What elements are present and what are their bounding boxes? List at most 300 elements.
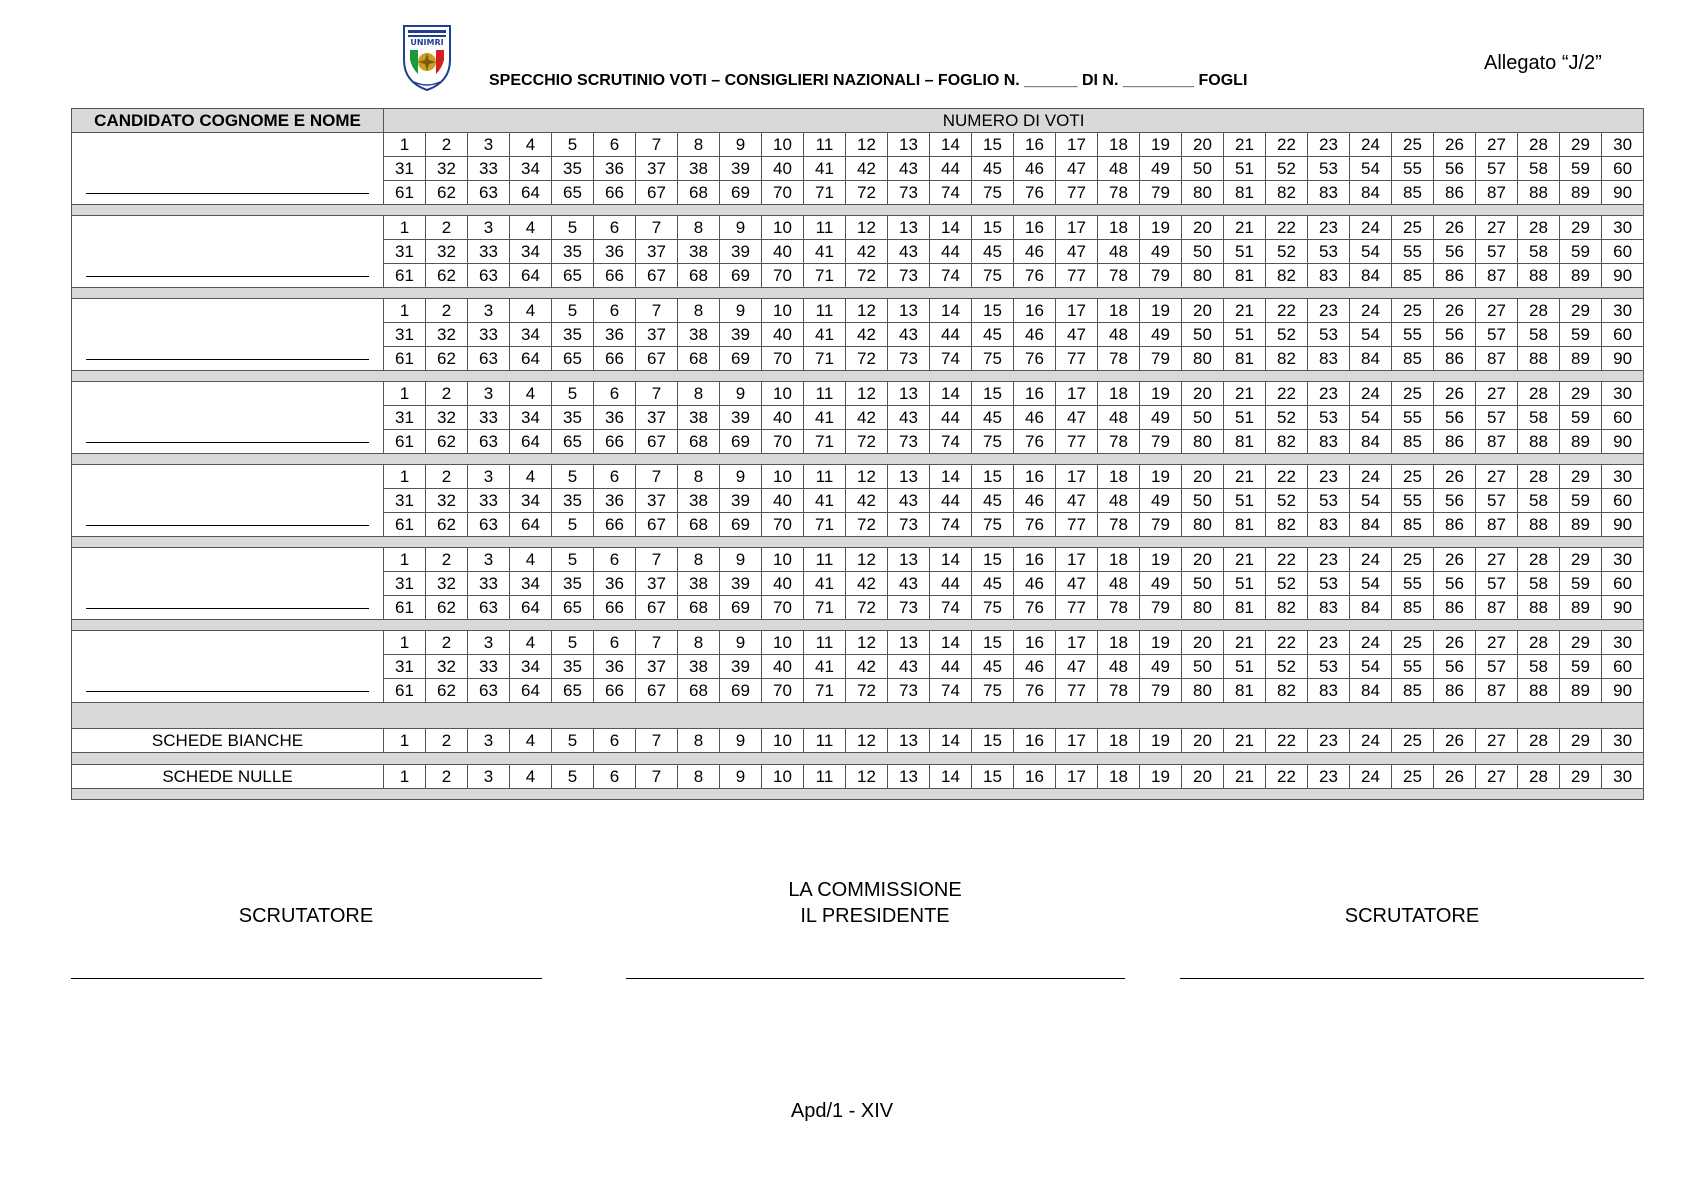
vote-cell[interactable]: 52 — [1266, 655, 1308, 679]
vote-cell[interactable]: 65 — [552, 181, 594, 205]
vote-cell[interactable]: 85 — [1392, 430, 1434, 454]
vote-cell[interactable]: 24 — [1350, 382, 1392, 406]
vote-cell[interactable]: 24 — [1350, 133, 1392, 157]
vote-cell[interactable]: 11 — [804, 299, 846, 323]
vote-cell[interactable]: 24 — [1350, 465, 1392, 489]
vote-cell[interactable]: 5 — [552, 631, 594, 655]
vote-cell[interactable]: 70 — [762, 679, 804, 703]
vote-cell[interactable]: 27 — [1476, 133, 1518, 157]
vote-cell[interactable]: 56 — [1434, 572, 1476, 596]
vote-cell[interactable]: 28 — [1518, 382, 1560, 406]
vote-cell[interactable]: 73 — [888, 513, 930, 537]
vote-cell[interactable]: 25 — [1392, 382, 1434, 406]
vote-cell[interactable]: 79 — [1140, 264, 1182, 288]
vote-cell[interactable]: 15 — [972, 382, 1014, 406]
vote-cell[interactable]: 40 — [762, 323, 804, 347]
vote-cell[interactable]: 66 — [594, 264, 636, 288]
vote-cell[interactable]: 1 — [384, 729, 426, 753]
vote-cell[interactable]: 69 — [720, 679, 762, 703]
vote-cell[interactable]: 42 — [846, 406, 888, 430]
vote-cell[interactable]: 57 — [1476, 655, 1518, 679]
vote-cell[interactable]: 14 — [930, 631, 972, 655]
vote-cell[interactable]: 15 — [972, 133, 1014, 157]
vote-cell[interactable]: 72 — [846, 264, 888, 288]
vote-cell[interactable]: 77 — [1056, 596, 1098, 620]
vote-cell[interactable]: 63 — [468, 181, 510, 205]
vote-cell[interactable]: 67 — [636, 430, 678, 454]
vote-cell[interactable]: 77 — [1056, 181, 1098, 205]
vote-cell[interactable]: 60 — [1602, 406, 1644, 430]
vote-cell[interactable]: 90 — [1602, 596, 1644, 620]
vote-cell[interactable]: 55 — [1392, 240, 1434, 264]
vote-cell[interactable]: 61 — [384, 347, 426, 371]
vote-cell[interactable]: 27 — [1476, 465, 1518, 489]
vote-cell[interactable]: 33 — [468, 489, 510, 513]
vote-cell[interactable]: 60 — [1602, 489, 1644, 513]
vote-cell[interactable]: 78 — [1098, 513, 1140, 537]
vote-cell[interactable]: 68 — [678, 181, 720, 205]
vote-cell[interactable]: 18 — [1098, 631, 1140, 655]
vote-cell[interactable]: 2 — [426, 382, 468, 406]
vote-cell[interactable]: 35 — [552, 323, 594, 347]
vote-cell[interactable]: 18 — [1098, 465, 1140, 489]
vote-cell[interactable]: 80 — [1182, 430, 1224, 454]
vote-cell[interactable]: 74 — [930, 596, 972, 620]
vote-cell[interactable]: 75 — [972, 430, 1014, 454]
vote-cell[interactable]: 31 — [384, 489, 426, 513]
vote-cell[interactable]: 65 — [552, 596, 594, 620]
vote-cell[interactable]: 1 — [384, 382, 426, 406]
vote-cell[interactable]: 5 — [552, 729, 594, 753]
vote-cell[interactable]: 23 — [1308, 299, 1350, 323]
vote-cell[interactable]: 78 — [1098, 596, 1140, 620]
vote-cell[interactable]: 43 — [888, 489, 930, 513]
vote-cell[interactable]: 52 — [1266, 489, 1308, 513]
vote-cell[interactable]: 49 — [1140, 572, 1182, 596]
vote-cell[interactable]: 44 — [930, 157, 972, 181]
vote-cell[interactable]: 57 — [1476, 489, 1518, 513]
vote-cell[interactable]: 8 — [678, 729, 720, 753]
vote-cell[interactable]: 71 — [804, 347, 846, 371]
vote-cell[interactable]: 80 — [1182, 679, 1224, 703]
vote-cell[interactable]: 34 — [510, 406, 552, 430]
vote-cell[interactable]: 46 — [1014, 240, 1056, 264]
vote-cell[interactable]: 81 — [1224, 513, 1266, 537]
vote-cell[interactable]: 16 — [1014, 548, 1056, 572]
vote-cell[interactable]: 68 — [678, 264, 720, 288]
vote-cell[interactable]: 20 — [1182, 631, 1224, 655]
vote-cell[interactable]: 90 — [1602, 181, 1644, 205]
vote-cell[interactable]: 47 — [1056, 572, 1098, 596]
vote-cell[interactable]: 12 — [846, 631, 888, 655]
vote-cell[interactable]: 60 — [1602, 157, 1644, 181]
vote-cell[interactable]: 16 — [1014, 765, 1056, 789]
vote-cell[interactable]: 37 — [636, 406, 678, 430]
vote-cell[interactable]: 29 — [1560, 548, 1602, 572]
vote-cell[interactable]: 14 — [930, 465, 972, 489]
vote-cell[interactable]: 59 — [1560, 489, 1602, 513]
vote-cell[interactable]: 15 — [972, 548, 1014, 572]
vote-cell[interactable]: 25 — [1392, 465, 1434, 489]
vote-cell[interactable]: 80 — [1182, 181, 1224, 205]
vote-cell[interactable]: 13 — [888, 299, 930, 323]
vote-cell[interactable]: 50 — [1182, 240, 1224, 264]
vote-cell[interactable]: 68 — [678, 347, 720, 371]
vote-cell[interactable]: 11 — [804, 729, 846, 753]
vote-cell[interactable]: 27 — [1476, 299, 1518, 323]
vote-cell[interactable]: 60 — [1602, 323, 1644, 347]
vote-cell[interactable]: 34 — [510, 572, 552, 596]
vote-cell[interactable]: 52 — [1266, 406, 1308, 430]
vote-cell[interactable]: 37 — [636, 655, 678, 679]
vote-cell[interactable]: 81 — [1224, 596, 1266, 620]
vote-cell[interactable]: 1 — [384, 133, 426, 157]
vote-cell[interactable]: 51 — [1224, 406, 1266, 430]
vote-cell[interactable]: 63 — [468, 347, 510, 371]
vote-cell[interactable]: 28 — [1518, 299, 1560, 323]
vote-cell[interactable]: 84 — [1350, 264, 1392, 288]
vote-cell[interactable]: 24 — [1350, 631, 1392, 655]
vote-cell[interactable]: 48 — [1098, 489, 1140, 513]
vote-cell[interactable]: 80 — [1182, 347, 1224, 371]
vote-cell[interactable]: 43 — [888, 323, 930, 347]
vote-cell[interactable]: 62 — [426, 596, 468, 620]
vote-cell[interactable]: 78 — [1098, 264, 1140, 288]
vote-cell[interactable]: 59 — [1560, 406, 1602, 430]
vote-cell[interactable]: 15 — [972, 299, 1014, 323]
vote-cell[interactable]: 38 — [678, 655, 720, 679]
vote-cell[interactable]: 16 — [1014, 729, 1056, 753]
vote-cell[interactable]: 14 — [930, 216, 972, 240]
vote-cell[interactable]: 76 — [1014, 264, 1056, 288]
vote-cell[interactable]: 21 — [1224, 382, 1266, 406]
vote-cell[interactable]: 71 — [804, 679, 846, 703]
vote-cell[interactable]: 34 — [510, 157, 552, 181]
vote-cell[interactable]: 3 — [468, 382, 510, 406]
vote-cell[interactable]: 23 — [1308, 382, 1350, 406]
vote-cell[interactable]: 79 — [1140, 347, 1182, 371]
vote-cell[interactable]: 6 — [594, 465, 636, 489]
candidate-name-field[interactable] — [72, 216, 384, 288]
vote-cell[interactable]: 30 — [1602, 548, 1644, 572]
vote-cell[interactable]: 22 — [1266, 631, 1308, 655]
vote-cell[interactable]: 88 — [1518, 679, 1560, 703]
vote-cell[interactable]: 31 — [384, 655, 426, 679]
vote-cell[interactable]: 35 — [552, 655, 594, 679]
vote-cell[interactable]: 10 — [762, 729, 804, 753]
vote-cell[interactable]: 58 — [1518, 655, 1560, 679]
vote-cell[interactable]: 50 — [1182, 655, 1224, 679]
vote-cell[interactable]: 77 — [1056, 430, 1098, 454]
vote-cell[interactable]: 70 — [762, 347, 804, 371]
vote-cell[interactable]: 75 — [972, 679, 1014, 703]
vote-cell[interactable]: 84 — [1350, 347, 1392, 371]
vote-cell[interactable]: 82 — [1266, 347, 1308, 371]
vote-cell[interactable]: 4 — [510, 765, 552, 789]
vote-cell[interactable]: 79 — [1140, 430, 1182, 454]
vote-cell[interactable]: 23 — [1308, 465, 1350, 489]
vote-cell[interactable]: 21 — [1224, 216, 1266, 240]
vote-cell[interactable]: 31 — [384, 240, 426, 264]
vote-cell[interactable]: 28 — [1518, 216, 1560, 240]
vote-cell[interactable]: 6 — [594, 729, 636, 753]
vote-cell[interactable]: 70 — [762, 596, 804, 620]
vote-cell[interactable]: 19 — [1140, 382, 1182, 406]
vote-cell[interactable]: 7 — [636, 548, 678, 572]
vote-cell[interactable]: 68 — [678, 430, 720, 454]
vote-cell[interactable]: 24 — [1350, 765, 1392, 789]
vote-cell[interactable]: 10 — [762, 631, 804, 655]
vote-cell[interactable]: 10 — [762, 382, 804, 406]
vote-cell[interactable]: 68 — [678, 513, 720, 537]
vote-cell[interactable]: 13 — [888, 465, 930, 489]
vote-cell[interactable]: 71 — [804, 181, 846, 205]
vote-cell[interactable]: 45 — [972, 323, 1014, 347]
vote-cell[interactable]: 55 — [1392, 323, 1434, 347]
vote-cell[interactable]: 52 — [1266, 323, 1308, 347]
vote-cell[interactable]: 16 — [1014, 216, 1056, 240]
vote-cell[interactable]: 77 — [1056, 513, 1098, 537]
vote-cell[interactable]: 2 — [426, 765, 468, 789]
vote-cell[interactable]: 35 — [552, 406, 594, 430]
vote-cell[interactable]: 37 — [636, 240, 678, 264]
vote-cell[interactable]: 42 — [846, 489, 888, 513]
vote-cell[interactable]: 55 — [1392, 655, 1434, 679]
vote-cell[interactable]: 8 — [678, 299, 720, 323]
vote-cell[interactable]: 23 — [1308, 765, 1350, 789]
vote-cell[interactable]: 4 — [510, 465, 552, 489]
vote-cell[interactable]: 70 — [762, 513, 804, 537]
vote-cell[interactable]: 50 — [1182, 572, 1224, 596]
vote-cell[interactable]: 84 — [1350, 430, 1392, 454]
vote-cell[interactable]: 66 — [594, 430, 636, 454]
vote-cell[interactable]: 58 — [1518, 572, 1560, 596]
vote-cell[interactable]: 74 — [930, 264, 972, 288]
candidate-name-field[interactable] — [72, 382, 384, 454]
vote-cell[interactable]: 33 — [468, 157, 510, 181]
vote-cell[interactable]: 61 — [384, 181, 426, 205]
vote-cell[interactable]: 20 — [1182, 382, 1224, 406]
vote-cell[interactable]: 72 — [846, 513, 888, 537]
vote-cell[interactable]: 28 — [1518, 631, 1560, 655]
vote-cell[interactable]: 4 — [510, 299, 552, 323]
vote-cell[interactable]: 85 — [1392, 264, 1434, 288]
vote-cell[interactable]: 27 — [1476, 631, 1518, 655]
vote-cell[interactable]: 41 — [804, 489, 846, 513]
vote-cell[interactable]: 51 — [1224, 157, 1266, 181]
vote-cell[interactable]: 54 — [1350, 655, 1392, 679]
vote-cell[interactable]: 59 — [1560, 572, 1602, 596]
vote-cell[interactable]: 61 — [384, 513, 426, 537]
vote-cell[interactable]: 45 — [972, 157, 1014, 181]
vote-cell[interactable]: 58 — [1518, 489, 1560, 513]
vote-cell[interactable]: 61 — [384, 679, 426, 703]
vote-cell[interactable]: 40 — [762, 572, 804, 596]
vote-cell[interactable]: 16 — [1014, 631, 1056, 655]
vote-cell[interactable]: 44 — [930, 323, 972, 347]
vote-cell[interactable]: 69 — [720, 347, 762, 371]
vote-cell[interactable]: 58 — [1518, 323, 1560, 347]
vote-cell[interactable]: 21 — [1224, 729, 1266, 753]
vote-cell[interactable]: 46 — [1014, 323, 1056, 347]
vote-cell[interactable]: 63 — [468, 596, 510, 620]
vote-cell[interactable]: 43 — [888, 572, 930, 596]
vote-cell[interactable]: 26 — [1434, 765, 1476, 789]
vote-cell[interactable]: 48 — [1098, 406, 1140, 430]
vote-cell[interactable]: 6 — [594, 299, 636, 323]
vote-cell[interactable]: 41 — [804, 655, 846, 679]
vote-cell[interactable]: 66 — [594, 181, 636, 205]
vote-cell[interactable]: 56 — [1434, 240, 1476, 264]
vote-cell[interactable]: 29 — [1560, 631, 1602, 655]
vote-cell[interactable]: 83 — [1308, 596, 1350, 620]
vote-cell[interactable]: 34 — [510, 240, 552, 264]
vote-cell[interactable]: 15 — [972, 216, 1014, 240]
vote-cell[interactable]: 43 — [888, 655, 930, 679]
vote-cell[interactable]: 50 — [1182, 157, 1224, 181]
vote-cell[interactable]: 9 — [720, 548, 762, 572]
vote-cell[interactable]: 5 — [552, 765, 594, 789]
vote-cell[interactable]: 3 — [468, 465, 510, 489]
vote-cell[interactable]: 73 — [888, 181, 930, 205]
vote-cell[interactable]: 46 — [1014, 157, 1056, 181]
vote-cell[interactable]: 26 — [1434, 216, 1476, 240]
vote-cell[interactable]: 20 — [1182, 216, 1224, 240]
vote-cell[interactable]: 66 — [594, 679, 636, 703]
vote-cell[interactable]: 56 — [1434, 406, 1476, 430]
vote-cell[interactable]: 31 — [384, 572, 426, 596]
vote-cell[interactable]: 26 — [1434, 465, 1476, 489]
vote-cell[interactable]: 65 — [552, 347, 594, 371]
vote-cell[interactable]: 13 — [888, 133, 930, 157]
vote-cell[interactable]: 22 — [1266, 765, 1308, 789]
vote-cell[interactable]: 74 — [930, 181, 972, 205]
vote-cell[interactable]: 83 — [1308, 347, 1350, 371]
vote-cell[interactable]: 20 — [1182, 133, 1224, 157]
vote-cell[interactable]: 31 — [384, 406, 426, 430]
vote-cell[interactable]: 67 — [636, 513, 678, 537]
vote-cell[interactable]: 4 — [510, 216, 552, 240]
vote-cell[interactable]: 33 — [468, 572, 510, 596]
vote-cell[interactable]: 40 — [762, 406, 804, 430]
vote-cell[interactable]: 74 — [930, 347, 972, 371]
vote-cell[interactable]: 52 — [1266, 572, 1308, 596]
vote-cell[interactable]: 15 — [972, 729, 1014, 753]
vote-cell[interactable]: 27 — [1476, 216, 1518, 240]
vote-cell[interactable]: 54 — [1350, 406, 1392, 430]
vote-cell[interactable]: 48 — [1098, 655, 1140, 679]
vote-cell[interactable]: 89 — [1560, 513, 1602, 537]
vote-cell[interactable]: 86 — [1434, 513, 1476, 537]
vote-cell[interactable]: 54 — [1350, 157, 1392, 181]
vote-cell[interactable]: 81 — [1224, 430, 1266, 454]
vote-cell[interactable]: 89 — [1560, 181, 1602, 205]
vote-cell[interactable]: 73 — [888, 679, 930, 703]
vote-cell[interactable]: 71 — [804, 430, 846, 454]
vote-cell[interactable]: 82 — [1266, 264, 1308, 288]
vote-cell[interactable]: 45 — [972, 572, 1014, 596]
vote-cell[interactable]: 26 — [1434, 548, 1476, 572]
vote-cell[interactable]: 12 — [846, 465, 888, 489]
vote-cell[interactable]: 8 — [678, 133, 720, 157]
vote-cell[interactable]: 78 — [1098, 181, 1140, 205]
vote-cell[interactable]: 30 — [1602, 133, 1644, 157]
vote-cell[interactable]: 10 — [762, 765, 804, 789]
vote-cell[interactable]: 26 — [1434, 631, 1476, 655]
vote-cell[interactable]: 84 — [1350, 596, 1392, 620]
vote-cell[interactable]: 56 — [1434, 655, 1476, 679]
vote-cell[interactable]: 58 — [1518, 240, 1560, 264]
vote-cell[interactable]: 19 — [1140, 631, 1182, 655]
vote-cell[interactable]: 44 — [930, 489, 972, 513]
vote-cell[interactable]: 27 — [1476, 729, 1518, 753]
vote-cell[interactable]: 40 — [762, 489, 804, 513]
vote-cell[interactable]: 10 — [762, 216, 804, 240]
vote-cell[interactable]: 20 — [1182, 548, 1224, 572]
vote-cell[interactable]: 84 — [1350, 679, 1392, 703]
candidate-name-field[interactable] — [72, 631, 384, 703]
vote-cell[interactable]: 27 — [1476, 382, 1518, 406]
vote-cell[interactable]: 42 — [846, 655, 888, 679]
vote-cell[interactable]: 71 — [804, 264, 846, 288]
vote-cell[interactable]: 5 — [552, 465, 594, 489]
vote-cell[interactable]: 38 — [678, 157, 720, 181]
vote-cell[interactable]: 67 — [636, 347, 678, 371]
vote-cell[interactable]: 5 — [552, 548, 594, 572]
vote-cell[interactable]: 14 — [930, 765, 972, 789]
vote-cell[interactable]: 85 — [1392, 596, 1434, 620]
vote-cell[interactable]: 38 — [678, 323, 720, 347]
vote-cell[interactable]: 45 — [972, 489, 1014, 513]
vote-cell[interactable]: 54 — [1350, 323, 1392, 347]
vote-cell[interactable]: 76 — [1014, 347, 1056, 371]
vote-cell[interactable]: 25 — [1392, 216, 1434, 240]
vote-cell[interactable]: 55 — [1392, 157, 1434, 181]
vote-cell[interactable]: 8 — [678, 465, 720, 489]
vote-cell[interactable]: 42 — [846, 572, 888, 596]
vote-cell[interactable]: 38 — [678, 240, 720, 264]
vote-cell[interactable]: 76 — [1014, 513, 1056, 537]
vote-cell[interactable]: 77 — [1056, 347, 1098, 371]
vote-cell[interactable]: 20 — [1182, 299, 1224, 323]
vote-cell[interactable]: 36 — [594, 157, 636, 181]
vote-cell[interactable]: 14 — [930, 729, 972, 753]
vote-cell[interactable]: 72 — [846, 430, 888, 454]
vote-cell[interactable]: 18 — [1098, 765, 1140, 789]
vote-cell[interactable]: 36 — [594, 655, 636, 679]
vote-cell[interactable]: 7 — [636, 765, 678, 789]
vote-cell[interactable]: 28 — [1518, 548, 1560, 572]
vote-cell[interactable]: 86 — [1434, 264, 1476, 288]
vote-cell[interactable]: 7 — [636, 133, 678, 157]
vote-cell[interactable]: 78 — [1098, 430, 1140, 454]
vote-cell[interactable]: 62 — [426, 347, 468, 371]
vote-cell[interactable]: 84 — [1350, 513, 1392, 537]
vote-cell[interactable]: 23 — [1308, 729, 1350, 753]
vote-cell[interactable]: 76 — [1014, 679, 1056, 703]
vote-cell[interactable]: 48 — [1098, 157, 1140, 181]
vote-cell[interactable]: 69 — [720, 596, 762, 620]
vote-cell[interactable]: 54 — [1350, 572, 1392, 596]
vote-cell[interactable]: 33 — [468, 323, 510, 347]
vote-cell[interactable]: 49 — [1140, 489, 1182, 513]
vote-cell[interactable]: 10 — [762, 548, 804, 572]
vote-cell[interactable]: 10 — [762, 465, 804, 489]
vote-cell[interactable]: 48 — [1098, 240, 1140, 264]
vote-cell[interactable]: 2 — [426, 631, 468, 655]
vote-cell[interactable]: 77 — [1056, 679, 1098, 703]
vote-cell[interactable]: 72 — [846, 679, 888, 703]
